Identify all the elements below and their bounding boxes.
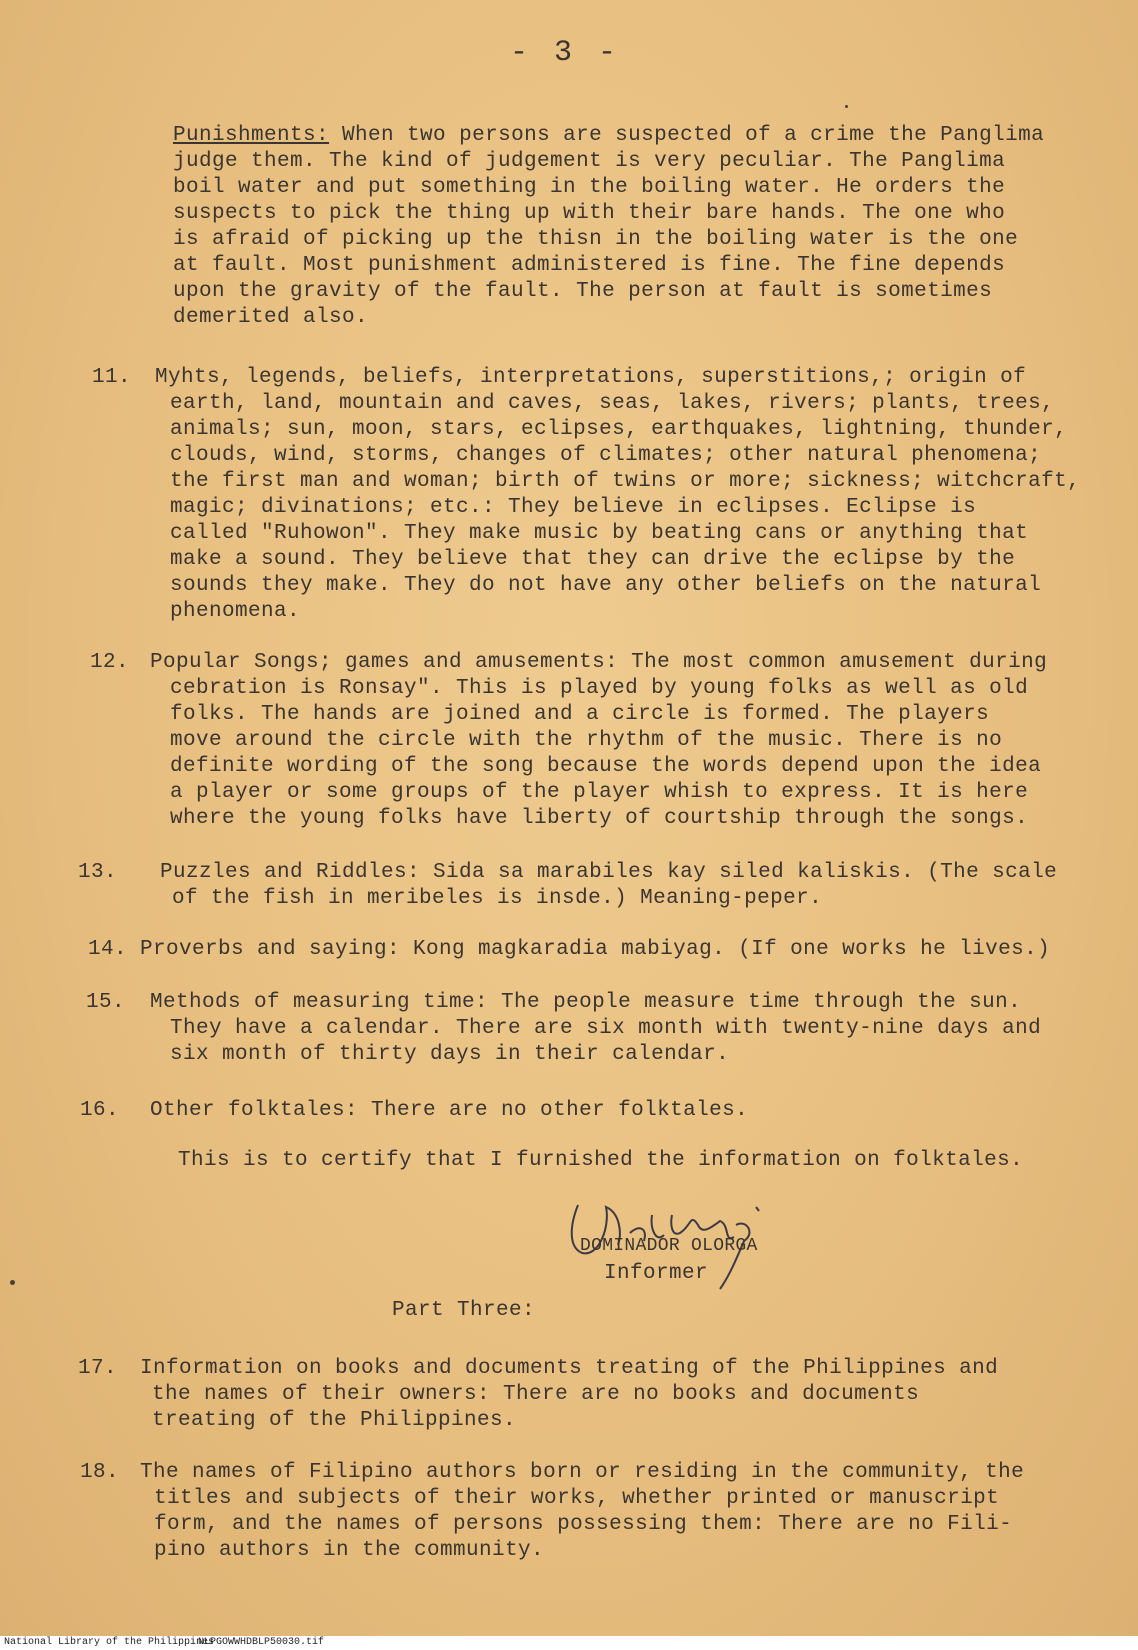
item-line: of the fish in meribeles is insde.) Meaning-peper.	[172, 887, 823, 910]
ink-spot	[10, 1280, 15, 1285]
item-14	[88, 937, 1051, 963]
item-line: The names of Filipino authors born or residing in the community, the	[140, 1461, 1025, 1484]
scan-footer	[0, 1636, 1138, 1650]
informer-name: DOMINADOR OLORGA	[580, 1236, 758, 1256]
item-line: Proverbs and saying: Kong magkaradia mabiyag. (If one works he lives.)	[140, 938, 1051, 961]
item-line: cebration is Ronsay". This is played by young folks as well as old	[170, 677, 1029, 700]
item-line: Information on books and documents treating of the Philippines and	[140, 1357, 999, 1380]
item-11	[92, 365, 1081, 625]
punishments-line: boil water and put something in the boiling water. He orders the	[173, 176, 1006, 199]
punishments-line: at fault. Most punishment administered is fine. The fine depends	[173, 254, 1006, 277]
item-line: the names of their owners: There are no books and documents	[152, 1383, 920, 1406]
item-line: Other folktales: There are no other folktales.	[150, 1099, 749, 1122]
item-number: 12.	[90, 651, 130, 674]
punishments-line: Punishments: When two persons are suspected of a crime the Panglima	[173, 124, 1045, 147]
informer-role: Informer	[604, 1262, 709, 1285]
item-line: magic; divinations; etc.: They believe in eclipses. Eclipse is	[170, 496, 977, 519]
footer-source: National Library of the Philippines	[4, 1637, 215, 1648]
punishments-line: upon the gravity of the fault. The person at fault is sometimes	[173, 280, 993, 303]
item-line: treating of the Philippines.	[152, 1409, 517, 1432]
item-line: move around the circle with the rhythm of the music. There is no	[170, 729, 1003, 752]
punishments-line: suspects to pick the thing up with their bare hands. The one who	[173, 202, 1006, 225]
item-line: make a sound. They believe that they can drive the eclipse by the	[170, 548, 1016, 571]
item-line: sounds they make. They do not have any other beliefs on the natural	[170, 574, 1042, 597]
item-line: definite wording of the song because the words depend upon the idea	[170, 755, 1042, 778]
part-three-heading: Part Three:	[392, 1299, 536, 1322]
item-line: clouds, wind, storms, changes of climates; other natural phenomena;	[170, 444, 1042, 467]
item-18	[80, 1460, 1025, 1564]
item-line: earth, land, mountain and caves, seas, lakes, rivers; plants, trees,	[170, 392, 1055, 415]
item-number: 16.	[80, 1099, 120, 1122]
item-number: 18.	[80, 1461, 120, 1484]
punishments-line: demerited also.	[173, 306, 369, 329]
item-17	[78, 1356, 999, 1434]
item-13	[78, 860, 1058, 912]
ink-spot	[845, 105, 848, 108]
item-line: where the young folks have liberty of courtship through the songs.	[170, 807, 1029, 830]
punishments-line: is afraid of picking up the thisn in the boiling water is the one	[173, 228, 1019, 251]
item-number: 11.	[92, 366, 132, 389]
item-12	[90, 650, 1048, 832]
item-line: They have a calendar. There are six month with twenty-nine days and	[170, 1017, 1042, 1040]
page-number: - 3 -	[510, 36, 621, 70]
punishments-label: Punishments:	[173, 124, 330, 147]
item-line: Puzzles and Riddles: Sida sa marabiles kay siled kaliskis. (The scale	[160, 861, 1058, 884]
item-15	[86, 990, 1042, 1068]
item-line: a player or some groups of the player whish to express. It is here	[170, 781, 1029, 804]
item-number: 14.	[88, 938, 128, 961]
item-line: form, and the names of persons possessing them: There are no Fili-	[154, 1513, 1013, 1536]
item-line: Methods of measuring time: The people measure time through the sun.	[150, 991, 1022, 1014]
item-number: 17.	[78, 1357, 118, 1380]
item-line: animals; sun, moon, stars, eclipses, earthquakes, lightning, thunder,	[170, 418, 1068, 441]
item-number: 15.	[86, 991, 126, 1014]
footer-filename: NLPGOWWHDBLP50030.tif	[198, 1637, 325, 1648]
item-line: titles and subjects of their works, whether printed or manuscript	[154, 1487, 1000, 1510]
item-line: folks. The hands are joined and a circle is formed. The players	[170, 703, 990, 726]
item-16	[80, 1098, 749, 1124]
item-line: pino authors in the community.	[154, 1539, 545, 1562]
punishments-paragraph	[173, 123, 1044, 331]
item-line: Popular Songs; games and amusements: The most common amusement during	[150, 651, 1048, 674]
certification-statement: This is to certify that I furnished the information on folktales.	[178, 1149, 1024, 1172]
item-line: phenomena.	[170, 600, 301, 623]
item-line: called "Ruhowon". They make music by beating cans or anything that	[170, 522, 1029, 545]
item-line: Myhts, legends, beliefs, interpretations, superstitions,; origin of	[155, 366, 1027, 389]
item-line: the first man and woman; birth of twins or more; sickness; witchcraft,	[170, 470, 1081, 493]
punishments-line: judge them. The kind of judgement is very peculiar. The Panglima	[173, 150, 1006, 173]
signature-block	[560, 1185, 800, 1295]
item-line: six month of thirty days in their calendar.	[170, 1043, 730, 1066]
item-number: 13.	[78, 861, 118, 884]
